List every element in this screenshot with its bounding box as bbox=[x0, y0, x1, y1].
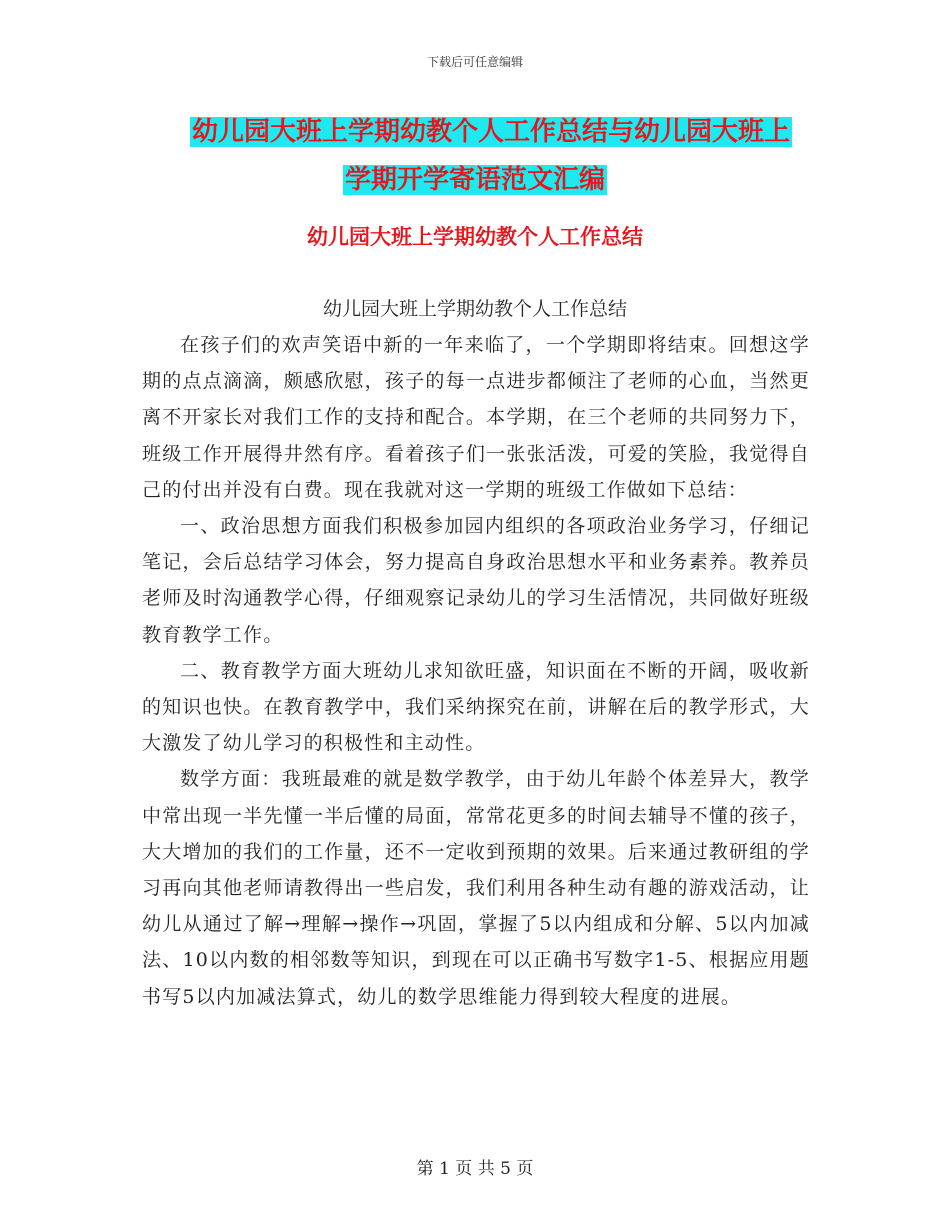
title-line-2-text: 学期开学寄语范文汇编 bbox=[344, 165, 605, 195]
page-footer: 第 1 页 共 5 页 bbox=[416, 1159, 534, 1179]
paragraph-math: 数学方面：我班最难的就是数学教学，由于幼儿年龄个体差异大，教学中常出现一半先懂一半后懂的局面，常常花更多的时间去辅导不懂的孩子，大大增加的我们的工作量，还不一定收到预期的效果。后来通过教研组的学习再向其他老师请教得出一些启发，我们利用各种生动有趣的游戏活动，让幼儿从通过了解→理解→操作→巩固，掌握了5以内组成和分解、5以内加减法、10以内数的相邻数等知识，到现在可以正确书写数字1-5、根据应用题书写5以内加减法算式，幼儿的数学思维能力得到较大程度的进展。 bbox=[142, 768, 810, 1008]
title-line-1-text: 幼儿园大班上学期幼教个人工作总结与幼儿园大班上 bbox=[192, 117, 791, 147]
section-heading: 幼儿园大班上学期幼教个人工作总结 bbox=[307, 225, 643, 249]
title-line-2 bbox=[140, 156, 810, 204]
paragraph-teaching: 二、教育教学方面大班幼儿求知欲旺盛，知识面在不断的开阔，吸收新的知识也快。在教育教学中，我们采纳探究在前，讲解在后的教学形式，大大激发了幼儿学习的积极性和主动性。 bbox=[142, 659, 810, 755]
paragraph-intro: 在孩子们的欢声笑语中新的一年来临了，一个学期即将结束。回想这学期的点点滴滴，颇感欣慰，孩子的每一点进步都倾注了老师的心血，当然更离不开家长对我们工作的支持和配合。本学期，在三个老师的共同努力下，班级工作开展得井然有序。看着孩子们一张张活泼，可爱的笑脸，我觉得自己的付出并没有白费。现在我就对这一学期的班级工作做如下总结： bbox=[142, 334, 810, 501]
sub-heading: 幼儿园大班上学期幼教个人工作总结 bbox=[322, 298, 627, 320]
paragraph-political: 一、政治思想方面我们积极参加园内组织的各项政治业务学习，仔细记笔记，会后总结学习体会，努力提高自身政治思想水平和业务素养。教养员老师及时沟通教学心得，仔细观察记录幼儿的学习生活情况，共同做好班级教育教学工作。 bbox=[142, 515, 810, 646]
body-text bbox=[142, 327, 810, 1015]
header-note: 下载后可任意编辑 bbox=[426, 55, 523, 69]
document-title bbox=[140, 108, 810, 204]
title-line-1 bbox=[140, 108, 810, 156]
